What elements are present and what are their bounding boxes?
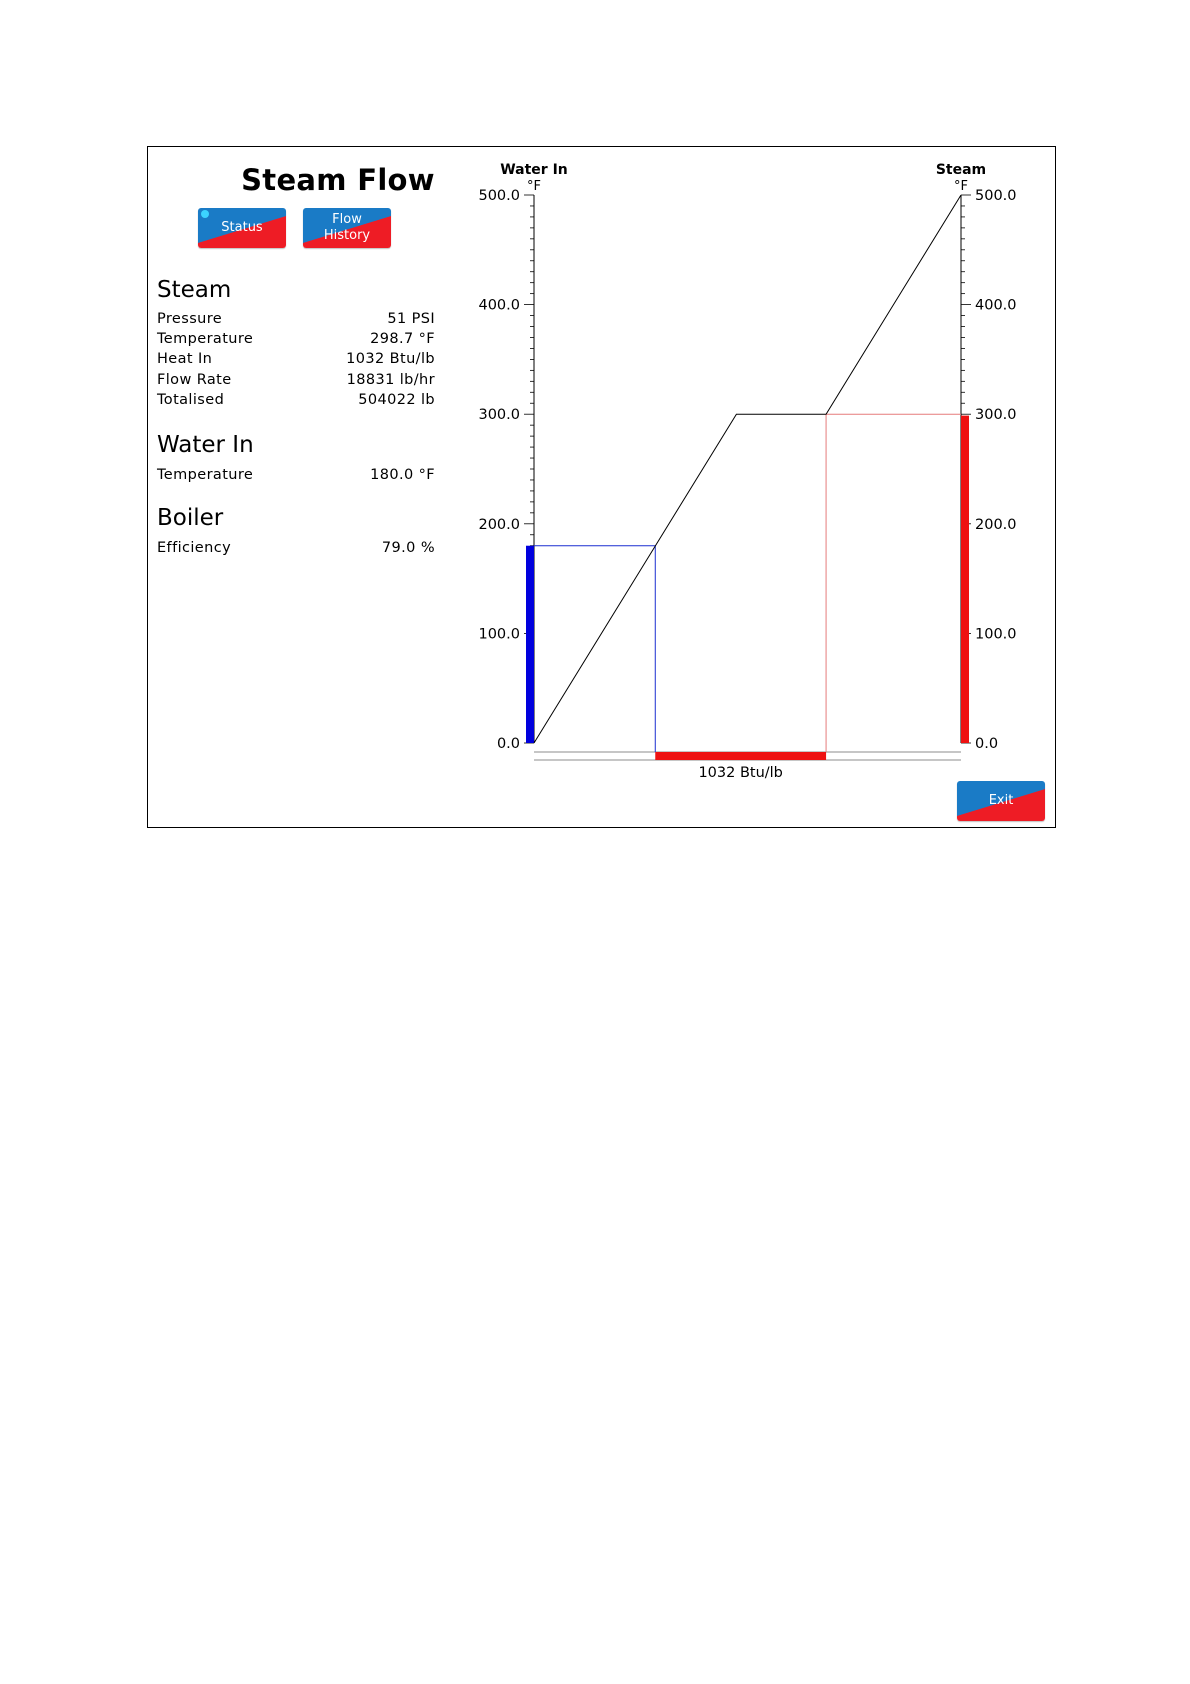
flow-history-label-line2: History (323, 228, 371, 243)
steam-heat-in-label: Heat In (157, 351, 213, 367)
water-temperature-bar (526, 546, 534, 743)
boiler-heading: Boiler (157, 505, 224, 531)
status-button-label: Status (221, 220, 263, 235)
steam-temperature-value: 298.7 °F (370, 331, 435, 347)
water-temperature-value: 180.0 °F (370, 467, 435, 483)
exit-button-label: Exit (988, 793, 1014, 808)
steam-pressure-label: Pressure (157, 311, 223, 327)
water-in-heading: Water In (157, 432, 254, 458)
water-reference-box (534, 546, 655, 752)
heating-curve-line (534, 195, 961, 743)
steam-reference-box (826, 414, 961, 752)
left-tick-label: 0.0 (496, 736, 520, 752)
steam-heading: Steam (157, 277, 232, 303)
boiler-efficiency-value: 79.0 % (381, 540, 435, 556)
boiler-efficiency-label: Efficiency (157, 540, 232, 556)
steam-totalised-label: Totalised (157, 392, 225, 408)
left-tick-label: 100.0 (478, 626, 520, 643)
heat-in-label: 1032 Btu/lb (698, 765, 783, 781)
water-temperature-label: Temperature (157, 467, 254, 483)
temperature-heat-chart (148, 147, 1057, 829)
steam-flow-panel (147, 146, 1056, 828)
right-tick-label: 200.0 (975, 516, 1017, 533)
right-tick-label: 100.0 (975, 626, 1017, 643)
left-tick-label: 500.0 (478, 188, 520, 204)
flow-history-label-line1: Flow (332, 212, 362, 227)
steam-pressure-value: 51 PSI (387, 311, 435, 327)
heat-in-bar (655, 752, 826, 760)
right-tick-label: 400.0 (975, 297, 1017, 314)
steam-heat-in-value: 1032 Btu/lb (346, 351, 435, 367)
left-tick-label: 300.0 (478, 407, 520, 424)
left-axis-unit: °F (527, 179, 541, 194)
steam-totalised-value: 504022 lb (358, 392, 435, 408)
exit-button[interactable] (957, 781, 1045, 821)
right-axis-title: Steam (935, 162, 987, 178)
steam-flow-rate-label: Flow Rate (157, 372, 232, 388)
steam-flow-rate-value: 18831 lb/hr (346, 372, 435, 388)
left-tick-label: 400.0 (478, 297, 520, 314)
right-tick-label: 300.0 (975, 407, 1017, 424)
right-axis-unit: °F (954, 179, 968, 194)
left-tick-label: 200.0 (478, 516, 520, 533)
right-tick-label: 0.0 (975, 736, 999, 752)
left-axis-title: Water In (500, 162, 568, 178)
page-title: Steam Flow (241, 163, 435, 197)
steam-temperature-label: Temperature (157, 331, 254, 347)
steam-temperature-bar (961, 416, 969, 743)
right-tick-label: 500.0 (975, 188, 1017, 204)
